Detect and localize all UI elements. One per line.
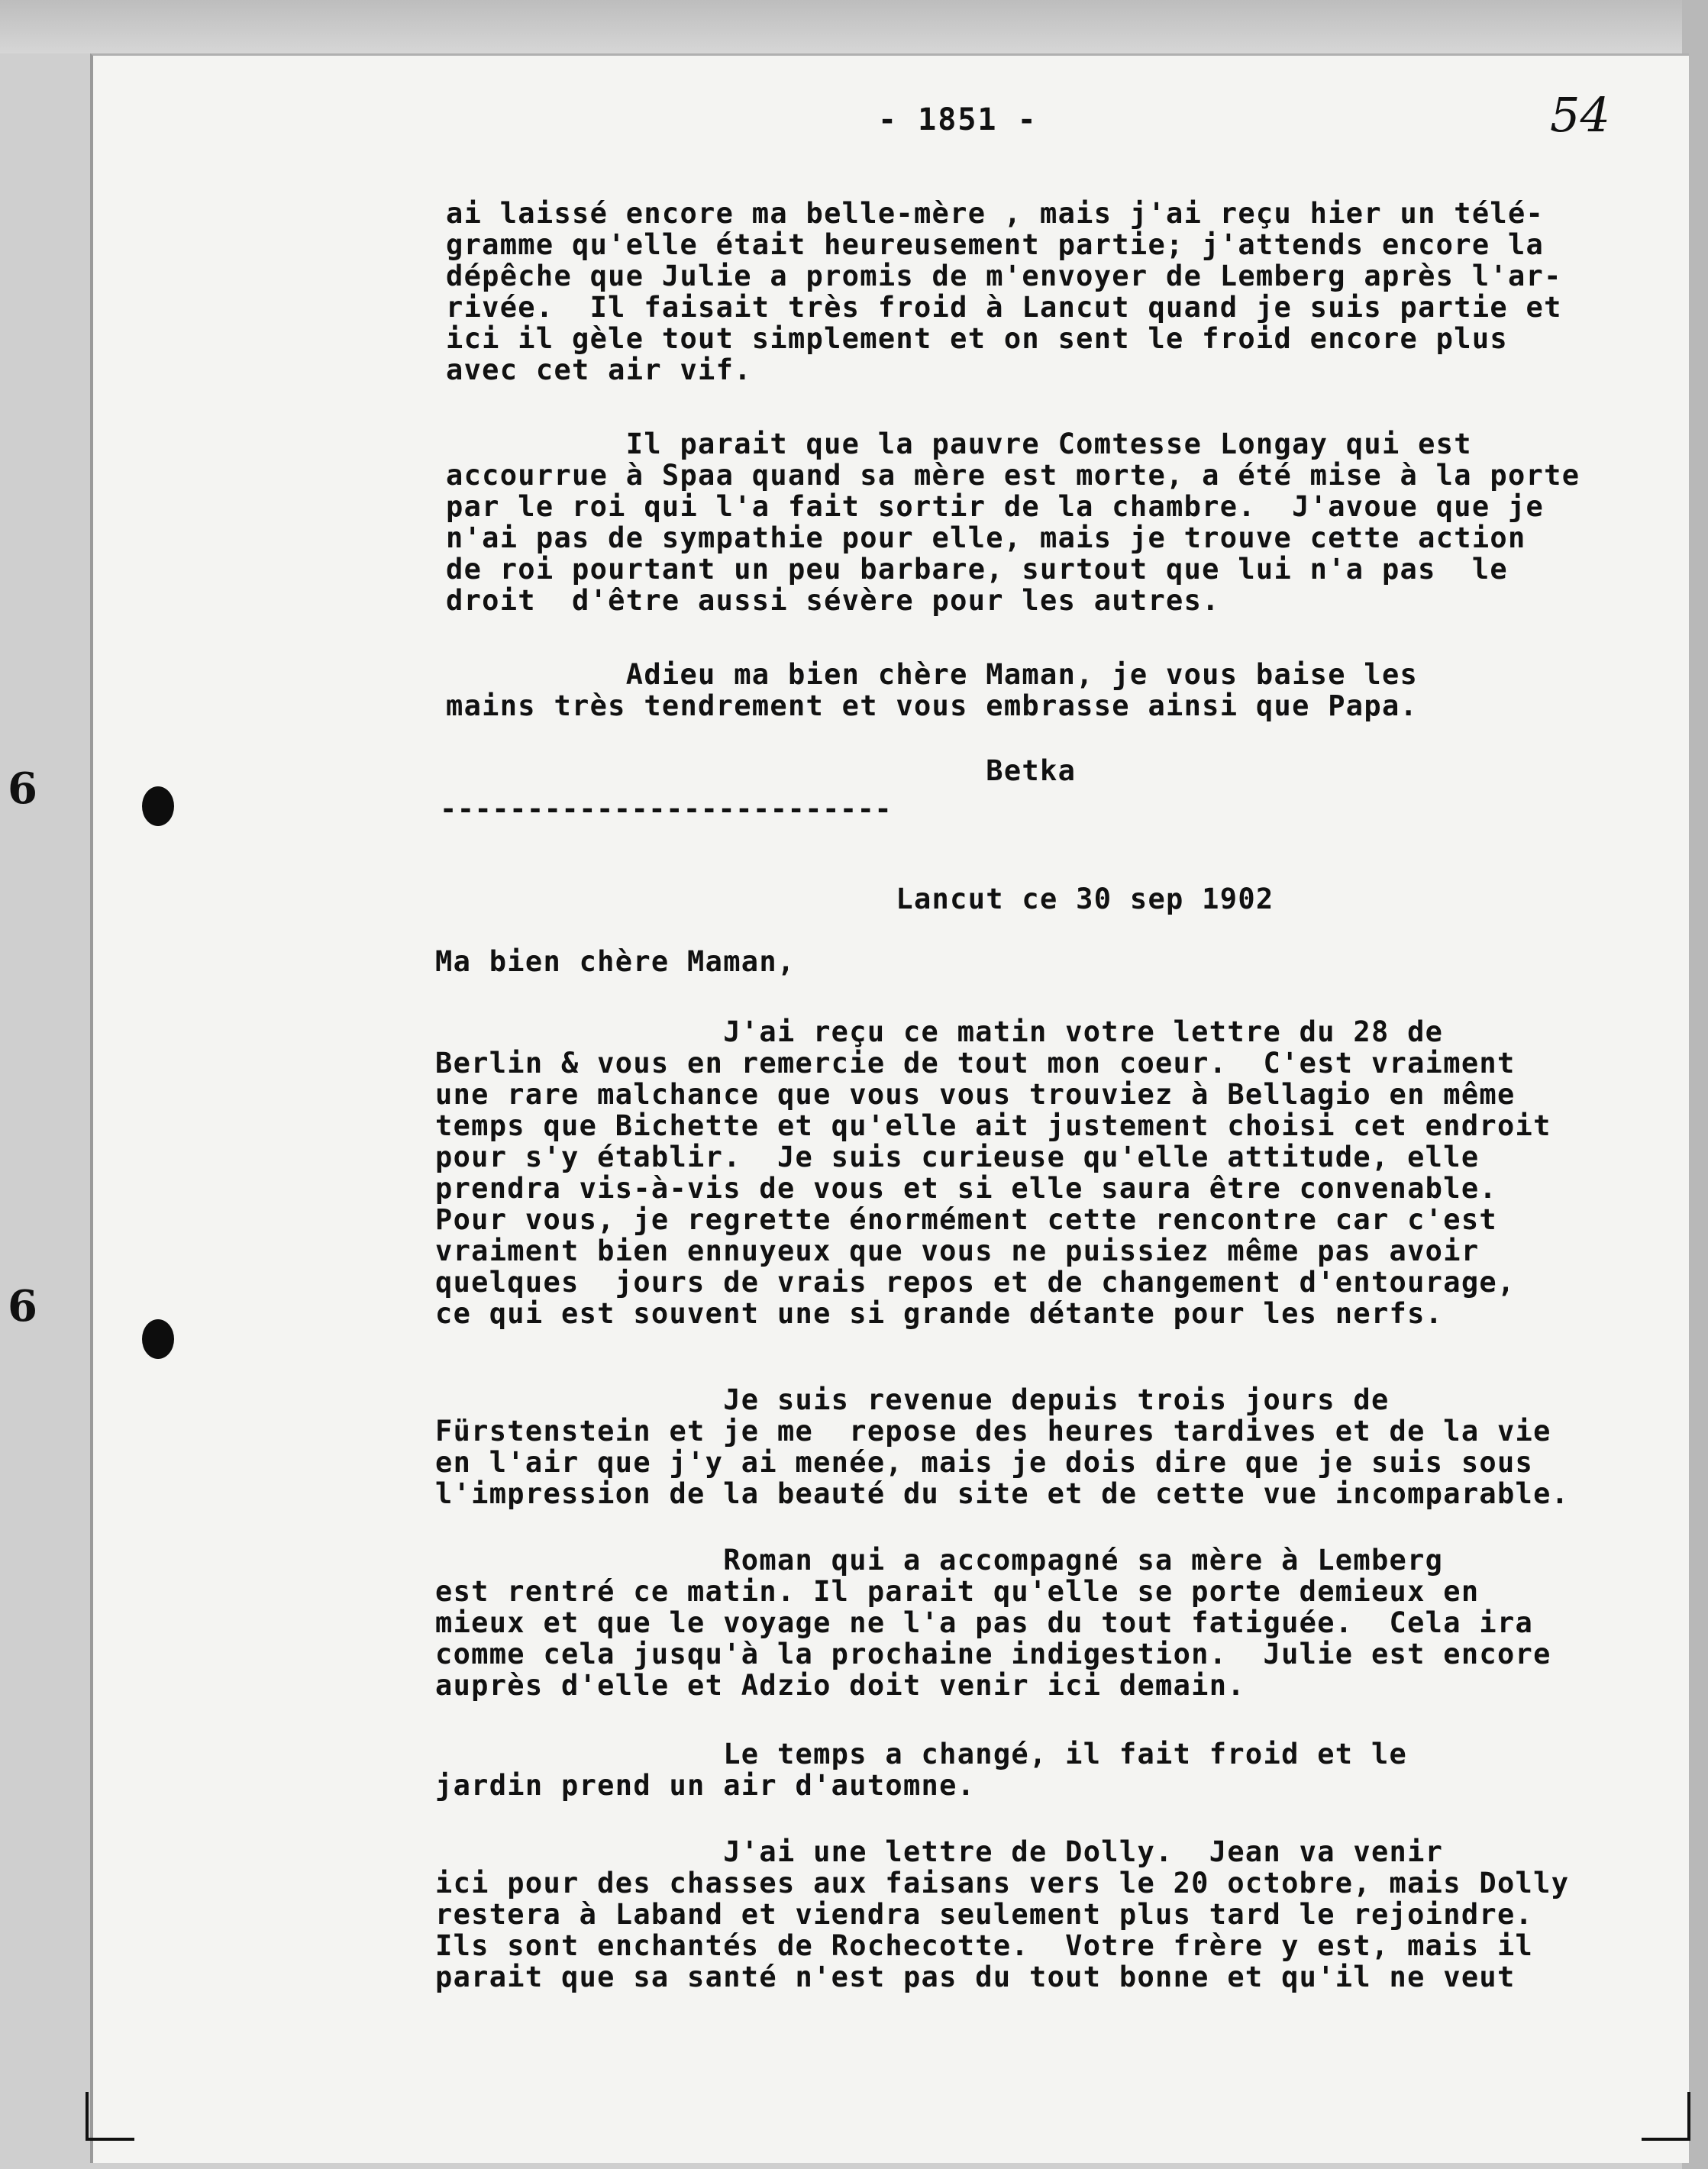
- section-divider: --------------------------: [440, 792, 893, 825]
- text-line: Adieu ma bien chère Maman, je vous baise les: [446, 658, 1419, 691]
- hole-mark-upper: 6: [8, 763, 37, 814]
- crop-mark-bottom-right: [1642, 2092, 1690, 2141]
- text-line: J'ai reçu ce matin votre lettre du 28 de: [435, 1015, 1444, 1048]
- text-line: gramme qu'elle était heureusement partie; j'attends encore la: [446, 228, 1545, 261]
- text-line: dépêche que Julie a promis de m'envoyer de Lemberg après l'ar-: [446, 260, 1562, 292]
- text-line: temps que Bichette et qu'elle ait justement choisi cet endroit: [435, 1109, 1551, 1142]
- text-line: ici pour des chasses aux faisans vers le 20 octobre, mais Dolly: [435, 1867, 1570, 1899]
- text-line: avec cet air vif.: [446, 353, 752, 386]
- text-line: par le roi qui l'a fait sortir de la chambre. J'avoue que je: [446, 490, 1545, 523]
- text-line: quelques jours de vrais repos et de changement d'entourage,: [435, 1266, 1516, 1299]
- hole-mark-lower: 6: [8, 1281, 37, 1331]
- text-line: Ma bien chère Maman,: [435, 945, 796, 978]
- text-line: prendra vis-à-vis de vous et si elle saura être convenable.: [435, 1172, 1497, 1205]
- text-line: mieux et que le voyage ne l'a pas du tout fatiguée. Cela ira: [435, 1606, 1534, 1639]
- text-line: est rentré ce matin. Il parait qu'elle se porte demieux en: [435, 1575, 1480, 1608]
- text-line: Le temps a changé, il fait froid et le: [435, 1738, 1408, 1770]
- text-line: en l'air que j'y ai menée, mais je dois dire que je suis sous: [435, 1446, 1534, 1479]
- text-line: rivée. Il faisait très froid à Lancut quand je suis partie et: [446, 291, 1562, 324]
- text-line: J'ai une lettre de Dolly. Jean va venir: [435, 1835, 1444, 1868]
- text-line: de roi pourtant un peu barbare, surtout que lui n'a pas le: [446, 553, 1508, 586]
- text-line: Berlin & vous en remercie de tout mon coeur. C'est vraiment: [435, 1047, 1516, 1080]
- text-line: jardin prend un air d'automne.: [435, 1769, 976, 1802]
- text-line: Pour vous, je regrette énormément cette rencontre car c'est: [435, 1203, 1497, 1236]
- text-line: n'ai pas de sympathie pour elle, mais je trouve cette action: [446, 521, 1526, 554]
- text-line: comme cela jusqu'à la prochaine indigestion. Julie est encore: [435, 1638, 1551, 1670]
- punch-hole-lower: [142, 1319, 174, 1359]
- text-line: Il parait que la pauvre Comtesse Longay qui est: [446, 428, 1472, 460]
- text-line: droit d'être aussi sévère pour les autres.: [446, 584, 1220, 617]
- text-line: l'impression de la beauté du site et de cette vue incomparable.: [435, 1477, 1570, 1510]
- text-line: pour s'y établir. Je suis curieuse qu'elle attitude, elle: [435, 1141, 1480, 1173]
- text-line: Roman qui a accompagné sa mère à Lemberg: [435, 1544, 1444, 1577]
- text-line: Je suis revenue depuis trois jours de: [435, 1383, 1390, 1416]
- text-line: Fürstenstein et je me repose des heures tardives et de la vie: [435, 1415, 1551, 1448]
- text-line: restera à Laband et viendra seulement plus tard le rejoindre.: [435, 1898, 1534, 1931]
- paragraph-6: [435, 1513, 1551, 1732]
- paragraph-8: [435, 1805, 1569, 2024]
- paragraph-2: [446, 397, 1580, 647]
- text-line: ce qui est souvent une si grande détante pour les nerfs.: [435, 1297, 1444, 1330]
- text-line: ai laissé encore ma belle-mère , mais j'ai reçu hier un télé-: [446, 197, 1545, 230]
- paragraph-1: [446, 166, 1562, 417]
- text-line: parait que sa santé n'est pas du tout bonne et qu'il ne veut: [435, 1961, 1516, 1993]
- folio-number: 54: [1550, 87, 1610, 143]
- punch-hole-upper: [142, 786, 174, 826]
- text-line: mains très tendrement et vous embrasse ainsi que Papa.: [446, 689, 1419, 722]
- text-line: ici il gèle tout simplement et on sent le froid encore plus: [446, 322, 1508, 355]
- text-line: Lancut ce 30 sep 1902: [446, 883, 1274, 915]
- paragraph-4: [435, 985, 1551, 1360]
- text-line: vraiment bien ennuyeux que vous ne puissiez même pas avoir: [435, 1235, 1480, 1267]
- scan-shadow: [0, 0, 1708, 53]
- text-line: Ils sont enchantés de Rochecotte. Votre frère y est, mais il: [435, 1929, 1534, 1962]
- page-number: - 1851 -: [878, 102, 1038, 137]
- text-line: auprès d'elle et Adzio doit venir ici demain.: [435, 1669, 1245, 1702]
- text-line: Betka: [446, 754, 1077, 787]
- crop-mark-bottom-left: [86, 2092, 134, 2141]
- text-line: accourrue à Spaa quand sa mère est morte, a été mise à la porte: [446, 459, 1580, 492]
- text-line: une rare malchance que vous vous trouviez à Bellagio en même: [435, 1078, 1516, 1111]
